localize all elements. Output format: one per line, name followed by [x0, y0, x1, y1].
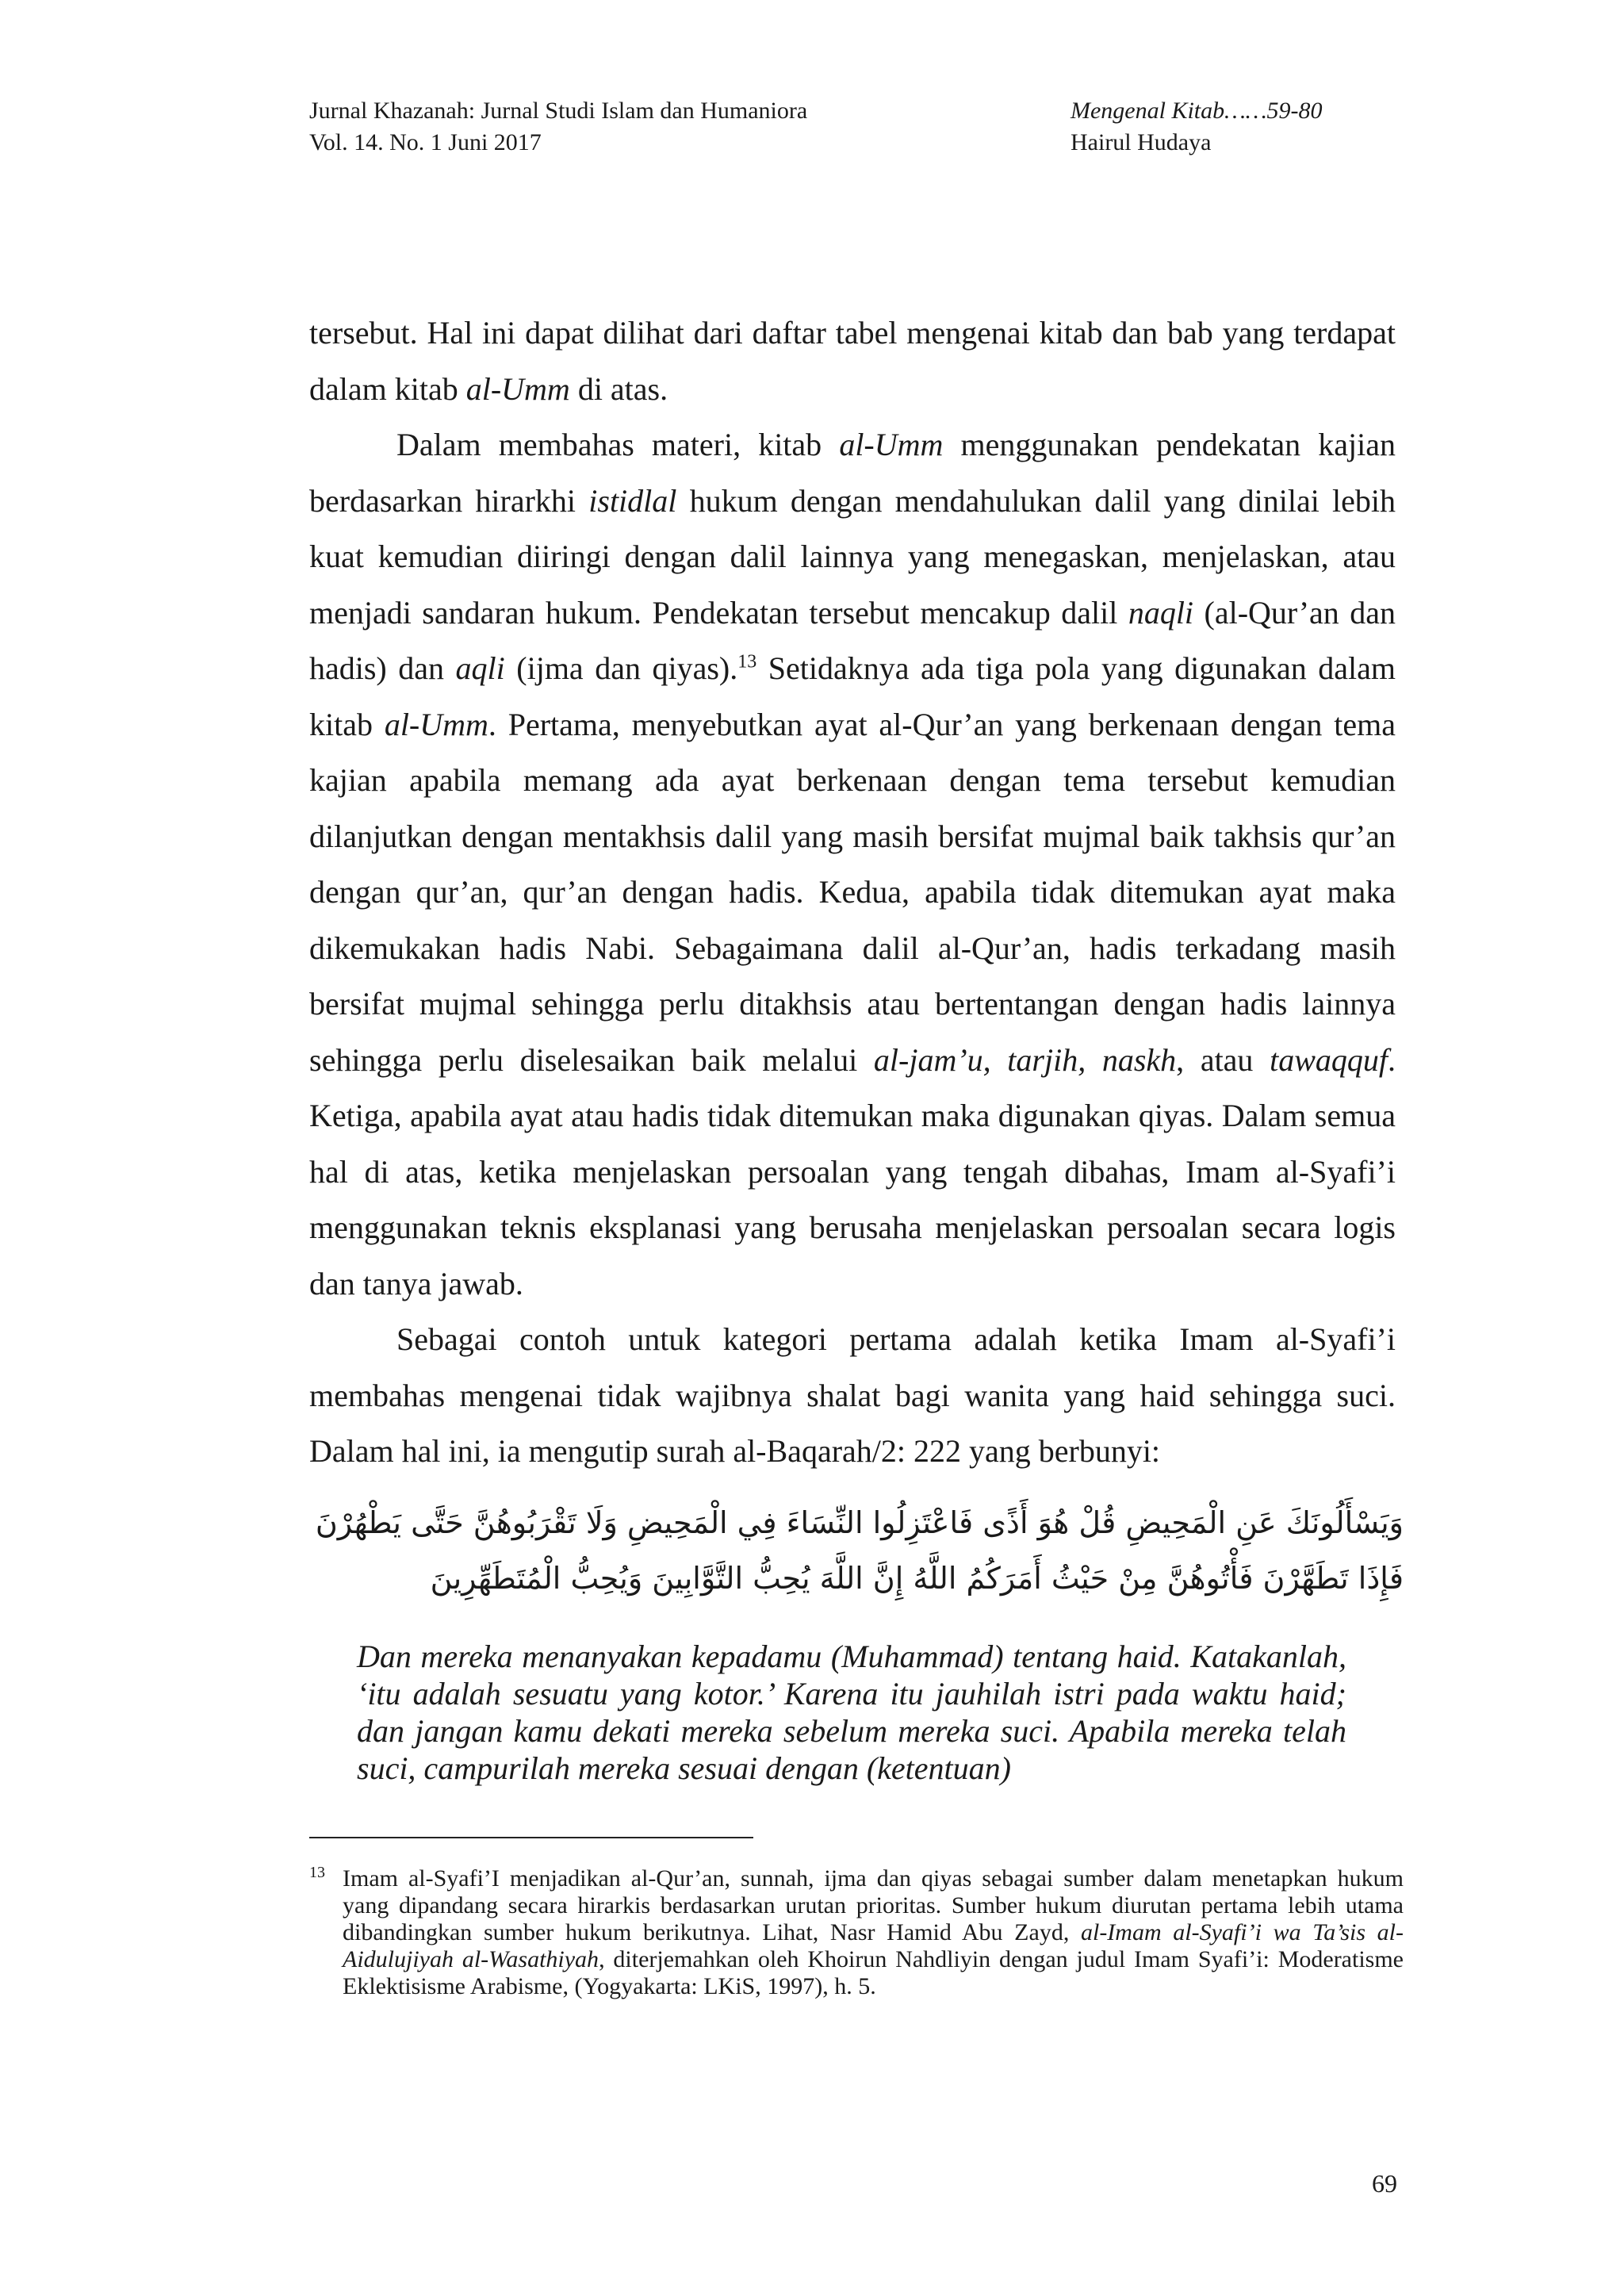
footnote-reference[interactable]: 13	[737, 651, 757, 673]
paragraph-1: tersebut. Hal ini dapat dilihat dari daftar tabel mengenai kitab dan bab yang terdapat dalam kitab al-Umm di atas.	[309, 315, 1396, 407]
journal-title: Jurnal Khazanah: Jurnal Studi Islam dan Humaniora	[309, 98, 808, 124]
verse-translation: Dan mereka menanyakan kepadamu (Muhammad) tentang haid. Katakanlah, ‘itu adalah sesuatu yang kotor.’ Karena itu jauhilah istri pada waktu haid; dan jangan kamu dekati mereka sebelum mereka suci. Apabila mereka telah suci, campurilah mereka sesuai dengan (ketentuan)	[357, 1639, 1346, 1786]
article-author: Hairul Hudaya	[1071, 129, 1212, 155]
quran-verse-line-2: فَإِذَا تَطَهَّرْنَ فَأْتُوهُنَّ مِنْ حَيْثُ أَمَرَكُمُ اللَّهُ إِنَّ اللَّهَ يُحِبُّ التَّوَّابِينَ وَيُحِبُّ الْمُتَطَهِّرِينَ	[430, 1561, 1404, 1596]
quran-verse	[309, 1495, 1404, 1606]
footnote-divider	[309, 1837, 753, 1838]
article-title: Mengenal Kitab……59-80	[1071, 98, 1323, 124]
journal-volume: Vol. 14. No. 1 Juni 2017	[309, 129, 542, 155]
paragraph-3: Sebagai contoh untuk kategori pertama adalah ketika Imam al-Syafi’i membahas mengenai tidak wajibnya shalat bagi wanita yang haid sehingga suci. Dalam hal ini, ia mengutip surah al-Baqarah/2: 222 yang berbunyi:	[309, 1321, 1396, 1469]
main-text	[309, 305, 1396, 1480]
quran-verse-line-1: وَيَسْأَلُونَكَ عَنِ الْمَحِيضِ قُلْ هُوَ أَذًى فَاعْتَزِلُوا النِّسَاءَ فِي الْمَحِيضِ وَلَا تَقْرَبُوهُنَّ حَتَّى يَطْهُرْنَ	[315, 1505, 1404, 1540]
footnote	[309, 1865, 1404, 2000]
footnote-text: Imam al-Syafi’I menjadikan al-Qur’an, sunnah, ijma dan qiyas sebagai sumber dalam menetapkan hukum yang dipandang secara hirarkis berdasarkan urutan prioritas. Sumber hukum diurutan pertama lebih utama dibandingkan sumber hukum berikutnya. Lihat, Nasr Hamid Abu Zayd, al-Imam al-Syafi’i wa Ta’sis al-Aidulujiyah al-Wasathiyah, diterjemahkan oleh Khoirun Nahdliyin dengan judul Imam Syafi’i: Moderatisme Eklektisisme Arabisme, (Yogyakarta: LKiS, 1997), h. 5.	[343, 1865, 1404, 1999]
page-number: 69	[1372, 2169, 1397, 2198]
footnote-number: 13	[309, 1864, 325, 1881]
paragraph-2: Dalam membahas materi, kitab al-Umm menggunakan pendekatan kajian berdasarkan hirarkhi istidlal hukum dengan mendahulukan dalil yang dinilai lebih kuat kemudian diiringi dengan dalil lainnya yang menegaskan, menjelaskan, atau menjadi sandaran hukum. Pendekatan tersebut mencakup dalil naqli (al-Qur’an dan hadis) dan aqli (ijma dan qiyas).$^{13}$ Setidaknya ada tiga pola yang digunakan dalam kitab al-Umm. Pertama, menyebutkan ayat al-Qur’an yang berkenaan dengan tema kajian apabila memang ada ayat berkenaan dengan tema tersebut kemudian dilanjutkan dengan mentakhsis dalil yang masih bersifat mujmal baik takhsis qur’an dengan qur’an, qur’an dengan hadis. Kedua, apabila tidak ditemukan ayat maka dikemukakan hadis Nabi. Sebagaimana dalil al-Qur’an, hadis terkadang masih bersifat mujmal sehingga perlu ditakhsis atau bertentangan dengan hadis lainnya sehingga perlu diselesaikan baik melalui al-jam’u, tarjih, naskh, atau tawaqquf. Ketiga, apabila ayat atau hadis tidak ditemukan maka digunakan qiyas. Dalam semua hal di atas, ketika menjelaskan persoalan yang tengah dibahas, Imam al-Syafi’i menggunakan teknis eksplanasi yang berusaha menjelaskan persoalan secara logis dan tanya jawab.	[309, 427, 1396, 1301]
